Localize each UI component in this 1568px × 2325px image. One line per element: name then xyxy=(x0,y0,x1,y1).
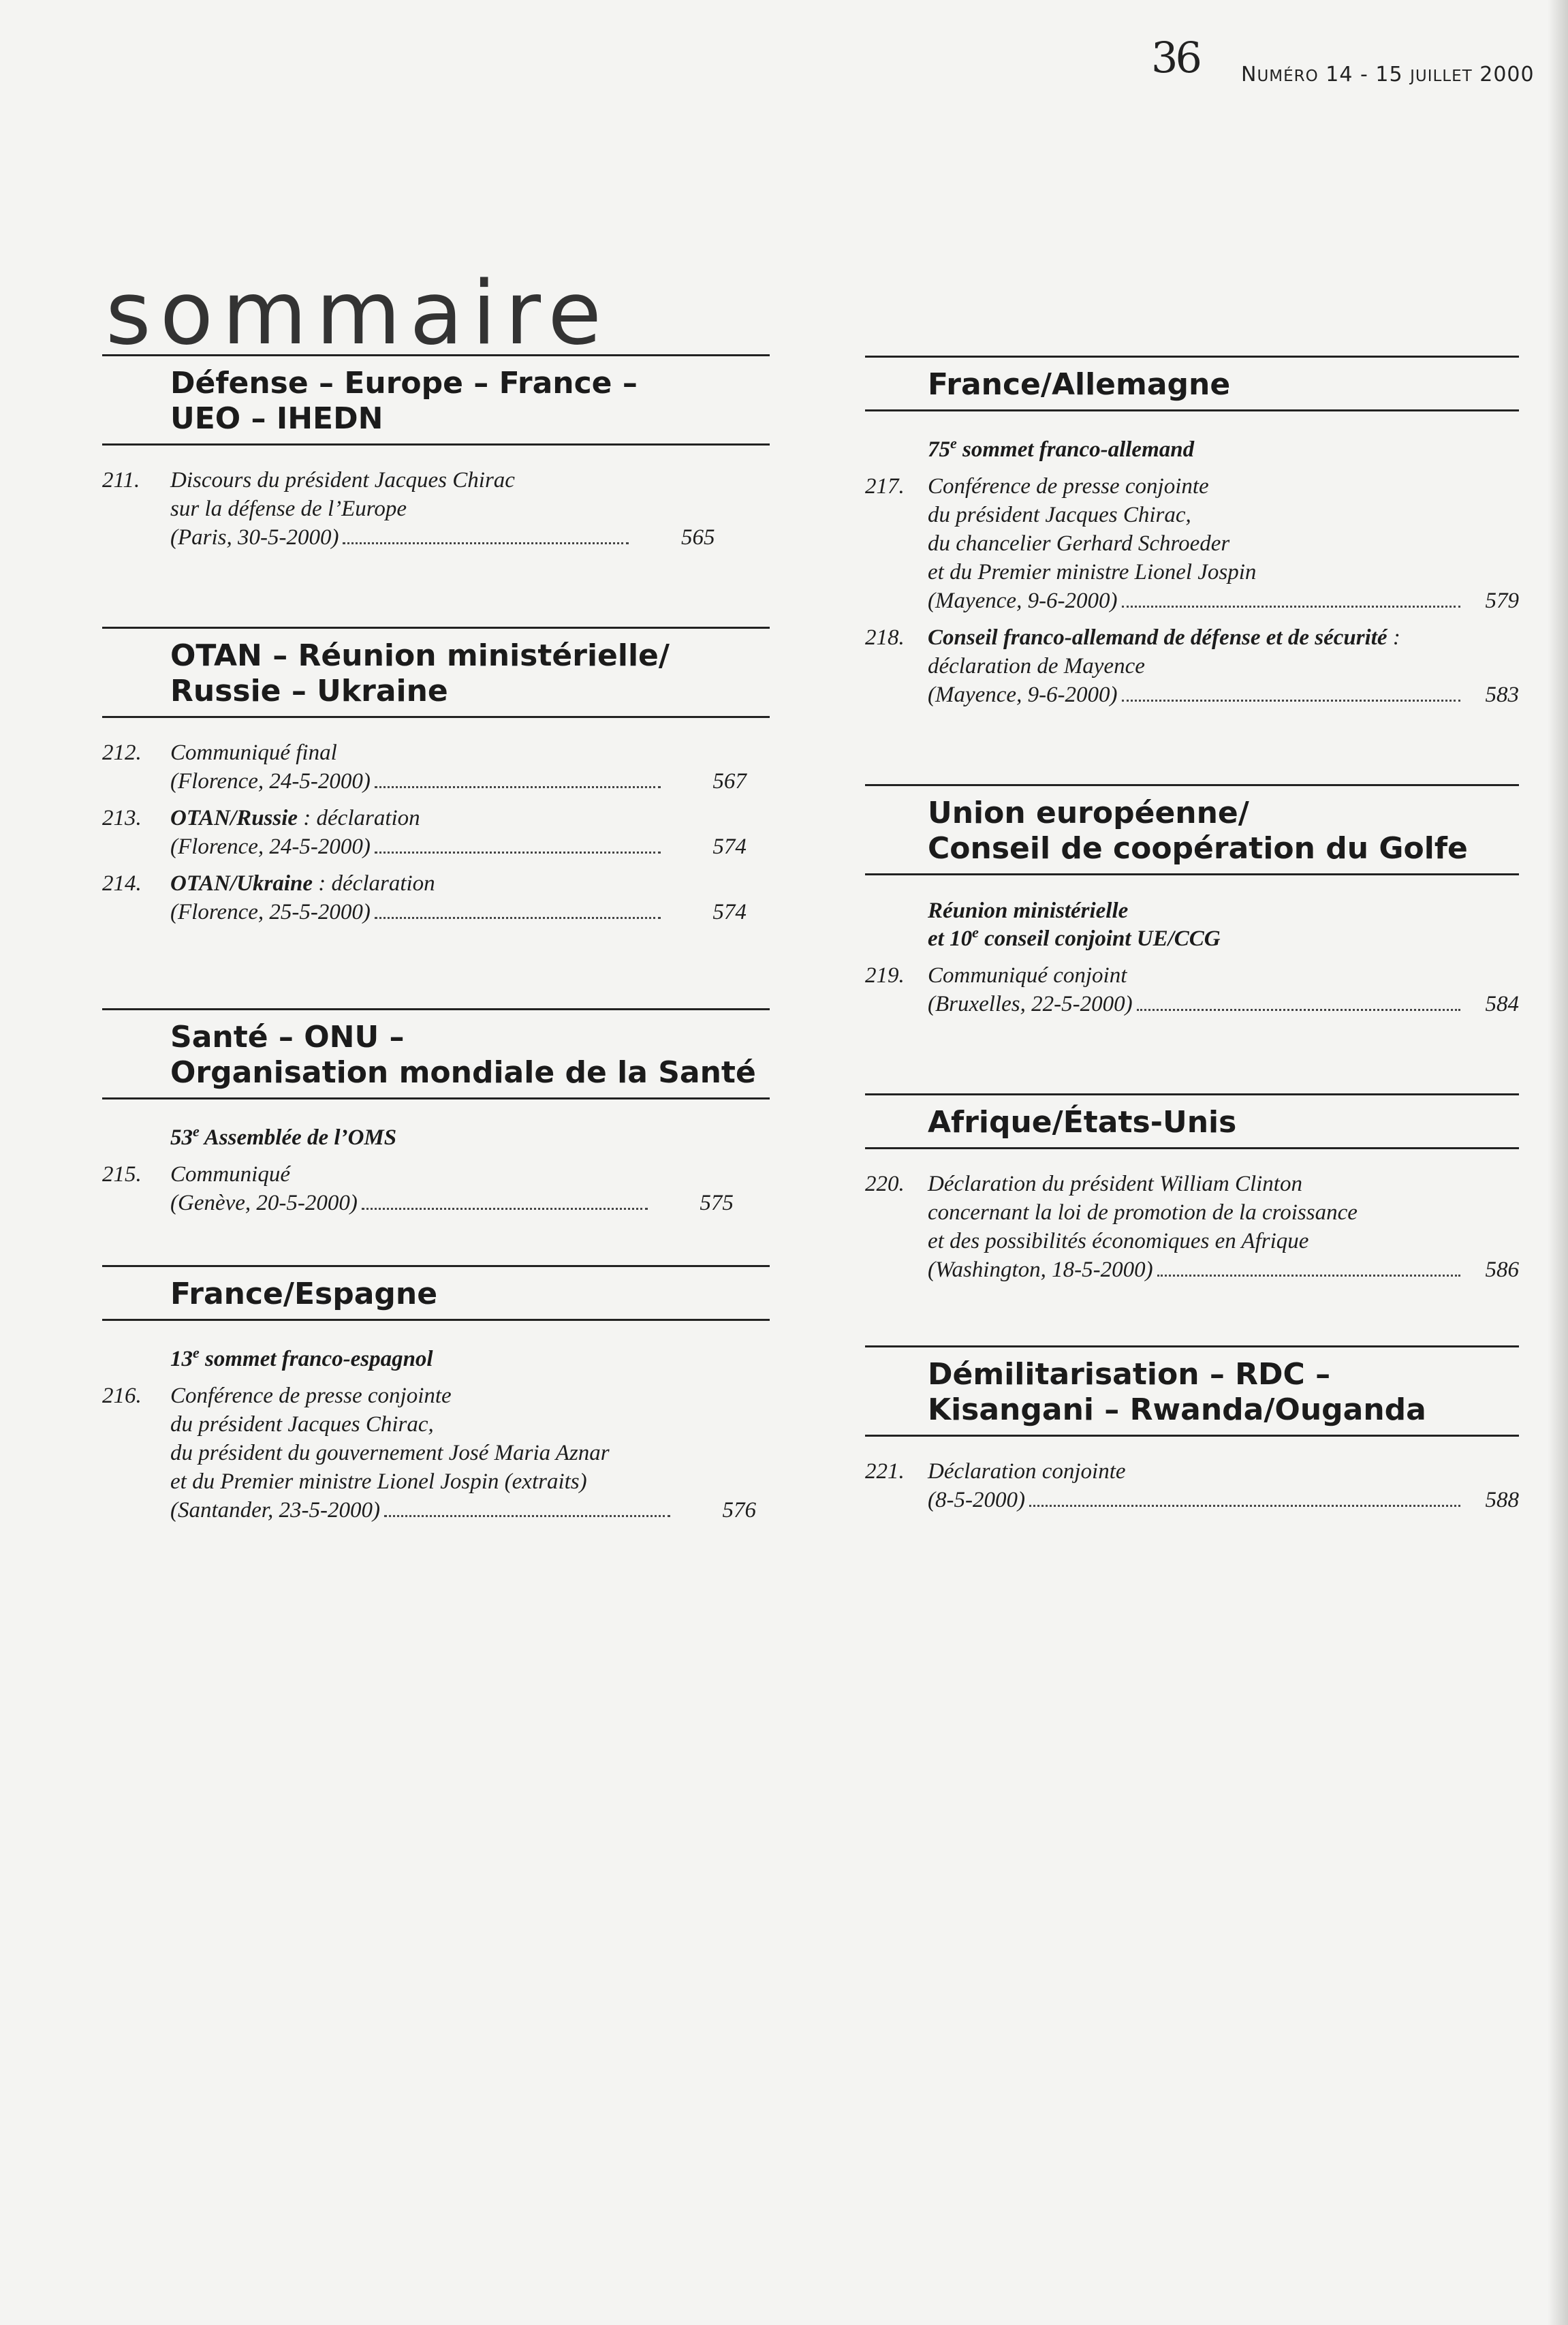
entry-text: OTAN/Russie : déclaration (Florence, 24-5-2000) 574 xyxy=(102,804,770,861)
toc-entry[interactable] xyxy=(102,869,770,926)
entry-text: Conférence de presse conjointe du président Jacques Chirac, du président du gouvernement José Maria Aznar et du Premier ministre Lionel Jospin (extraits) (Santander, 23-5-2000) 576 xyxy=(102,1382,770,1525)
entry-text: Communiqué (Genève, 20-5-2000) 575 xyxy=(102,1160,770,1217)
issue-prefix: N xyxy=(1241,63,1257,87)
entry-text: Communiqué final (Florence, 24-5-2000) 567 xyxy=(102,738,770,796)
section-title: Défense – Europe – France – UEO – IHEDN xyxy=(170,366,638,436)
handwritten-page-number: 36 xyxy=(1151,33,1199,82)
entry-date: (Bruxelles, 22-5-2000) xyxy=(928,992,1133,1016)
page-edge-shadow xyxy=(1548,0,1568,2325)
entry-date: (Florence, 24-5-2000) xyxy=(170,769,371,794)
issue-numbers: 14 - 15 xyxy=(1318,63,1411,87)
entry-number: 221. xyxy=(865,1459,905,1484)
entry-last-line xyxy=(170,898,770,926)
section-title: France/Espagne xyxy=(170,1277,438,1311)
toc-section xyxy=(102,1008,770,1217)
entry-bold-text: OTAN/Russie xyxy=(170,806,298,830)
entry-text: Communiqué conjoint (Bruxelles, 22-5-2000) 584 xyxy=(865,961,1519,1018)
dot-leader xyxy=(1122,606,1460,608)
toc-section xyxy=(865,1345,1519,1514)
entry-number: 214. xyxy=(102,871,142,896)
entry-last-line xyxy=(928,587,1519,615)
entry-text: Conférence de presse conjointe du président Jacques Chirac, du chancelier Gerhard Schroeder et du Premier ministre Lionel Jospin (Mayence, 9-6-2000) 579 xyxy=(865,472,1519,615)
toc-entry[interactable] xyxy=(102,804,770,861)
entry-number: 215. xyxy=(102,1162,142,1187)
dot-leader xyxy=(1122,700,1460,702)
entry-number: 213. xyxy=(102,806,142,830)
toc-entry[interactable] xyxy=(865,1457,1519,1514)
issue-year: 2000 xyxy=(1472,63,1535,87)
dot-leader xyxy=(1137,1009,1460,1011)
toc-section xyxy=(865,356,1519,709)
entry-page-number: 588 xyxy=(1485,1488,1519,1512)
dot-leader xyxy=(375,852,661,854)
entry-page-number: 567 xyxy=(712,769,747,794)
section-subtitle: Réunion ministérielle et 10e conseil conjoint UE/CCG xyxy=(928,899,1221,951)
entry-last-line xyxy=(170,767,770,796)
toc-section xyxy=(865,1093,1519,1284)
toc-entry[interactable] xyxy=(865,961,1519,1018)
entry-last-line xyxy=(928,990,1519,1018)
entry-page-number: 574 xyxy=(712,834,747,859)
section-header xyxy=(102,354,770,446)
entry-number: 211. xyxy=(102,468,140,493)
section-subtitle: 13e sommet franco-espagnol xyxy=(170,1344,433,1371)
entry-date: (Washington, 18-5-2000) xyxy=(928,1258,1153,1282)
toc-section xyxy=(865,784,1519,1018)
dot-leader xyxy=(1029,1505,1460,1507)
entry-page-number: 574 xyxy=(712,900,747,924)
dot-leader xyxy=(362,1208,648,1210)
entry-date: (Florence, 25-5-2000) xyxy=(170,900,371,924)
toc-entry[interactable] xyxy=(865,1170,1519,1284)
entry-number: 217. xyxy=(865,474,905,499)
entry-page-number: 575 xyxy=(700,1191,734,1215)
dot-leader xyxy=(343,542,629,544)
toc-entry[interactable] xyxy=(102,1160,770,1217)
entry-last-line xyxy=(170,832,770,861)
section-header xyxy=(102,1008,770,1099)
entry-date: (Genève, 20-5-2000) xyxy=(170,1191,358,1215)
entry-number: 212. xyxy=(102,740,142,765)
entry-last-line xyxy=(928,681,1519,709)
dot-leader xyxy=(384,1515,670,1517)
entry-number: 220. xyxy=(865,1172,905,1196)
right-column xyxy=(865,356,1519,1514)
dot-leader xyxy=(1157,1275,1460,1277)
entry-date: (8-5-2000) xyxy=(928,1488,1025,1512)
section-title: Afrique/États-Unis xyxy=(928,1105,1237,1140)
issue-header xyxy=(1241,63,1535,87)
section-header xyxy=(865,1093,1519,1149)
section-header xyxy=(865,1345,1519,1437)
entry-page-number: 576 xyxy=(722,1498,756,1523)
entry-last-line xyxy=(928,1486,1519,1514)
entry-text: Déclaration du président William Clinton concernant la loi de promotion de la croissance et des possibilités économiques en Afrique (Washington, 18-5-2000) 586 xyxy=(865,1170,1519,1284)
entry-date: (Mayence, 9-6-2000) xyxy=(928,589,1118,613)
entry-last-line xyxy=(170,523,770,552)
issue-month: JUILLET xyxy=(1410,67,1473,85)
entry-date: (Mayence, 9-6-2000) xyxy=(928,683,1118,707)
entry-page-number: 586 xyxy=(1485,1258,1519,1282)
section-title: Union européenne/ Conseil de coopération du Golfe xyxy=(928,796,1468,866)
section-title: Démilitarisation – RDC – Kisangani – Rwanda/Ouganda xyxy=(928,1357,1426,1427)
section-header xyxy=(865,356,1519,411)
entry-date: (Paris, 30-5-2000) xyxy=(170,525,339,550)
toc-section xyxy=(102,627,770,926)
entry-page-number: 584 xyxy=(1485,992,1519,1016)
entry-text: Conseil franco-allemand de défense et de sécurité : déclaration de Mayence (Mayence, 9-6-2000) 583 xyxy=(865,623,1519,709)
entry-text: Déclaration conjointe (8-5-2000) 588 xyxy=(865,1457,1519,1514)
dot-leader xyxy=(375,786,661,788)
section-title: OTAN – Réunion ministérielle/ Russie – Ukraine xyxy=(170,638,670,708)
entry-text: Discours du président Jacques Chirac sur la défense de l’Europe (Paris, 30-5-2000) 565 xyxy=(102,466,770,552)
section-title: Santé – ONU – Organisation mondiale de la Santé xyxy=(170,1020,756,1090)
page-title: sommaire xyxy=(106,262,610,364)
entry-bold-text: OTAN/Ukraine xyxy=(170,871,313,896)
section-header xyxy=(102,1265,770,1321)
entry-last-line xyxy=(170,1189,770,1217)
toc-section xyxy=(102,1265,770,1525)
toc-entry[interactable] xyxy=(102,738,770,796)
entry-number: 219. xyxy=(865,963,905,988)
toc-entry[interactable] xyxy=(865,623,1519,709)
section-subtitle: 53e Assemblée de l’OMS xyxy=(170,1123,397,1150)
entry-page-number: 565 xyxy=(680,525,715,550)
entry-page-number: 583 xyxy=(1485,683,1519,707)
entry-number: 218. xyxy=(865,625,905,650)
entry-last-line xyxy=(928,1255,1519,1284)
left-column xyxy=(102,354,770,1525)
toc-entry[interactable] xyxy=(102,466,770,552)
toc-entry[interactable] xyxy=(102,1382,770,1525)
section-header xyxy=(102,627,770,718)
section-subtitle: 75e sommet franco-allemand xyxy=(928,435,1195,462)
entry-text: OTAN/Ukraine : déclaration (Florence, 25-5-2000) 574 xyxy=(102,869,770,926)
entry-last-line xyxy=(170,1496,770,1525)
entry-number: 216. xyxy=(102,1384,142,1408)
section-title: France/Allemagne xyxy=(928,367,1231,402)
dot-leader xyxy=(375,917,661,919)
toc-section xyxy=(102,354,770,552)
entry-bold-text: Conseil franco-allemand de défense et de sécurité xyxy=(928,625,1387,650)
toc-entry[interactable] xyxy=(865,472,1519,615)
section-header xyxy=(865,784,1519,875)
entry-date: (Santander, 23-5-2000) xyxy=(170,1498,380,1523)
issue-prefix-sc: UMÉRO xyxy=(1257,67,1319,85)
entry-page-number: 579 xyxy=(1485,589,1519,613)
entry-date: (Florence, 24-5-2000) xyxy=(170,834,371,859)
